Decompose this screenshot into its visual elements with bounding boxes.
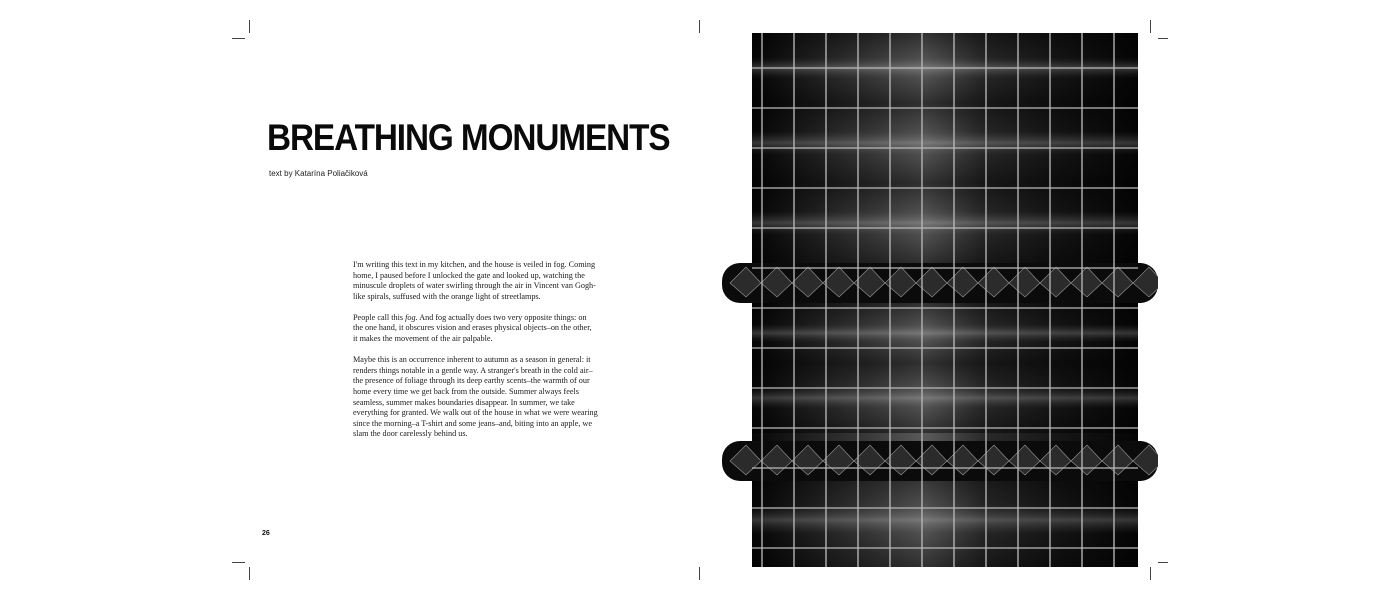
article-byline: text by Katarína Poliačiková [269,169,368,178]
paragraph-3: Maybe this is an occurrence inherent to autumn as a season in general: it renders things notable in a gentle way. A stranger's breath in the cold air–the presence of foliage through its deep earthy scents–the warmth of our home every time we get back from the outside. Summer always feels seamless, summer makes boundaries disappear. In summer, we take everything for granted. We walk out of the house in what we were wearing since the morning–a T-shirt and some jeans–and, biting into an apple, we slam the door carelessly behind us. [353,355,598,439]
paragraph-1: I'm writing this text in my kitchen, and the house is veiled in fog. Coming home, I paused before I unlocked the gate and looked up, watching the minuscule droplets of water swirling through the air in Vincent van Gogh-like spirals, suffused with the orange light of streetlamps. [353,260,596,301]
highlight-band [752,363,1138,433]
article-body [353,260,598,450]
crop-mark [232,562,245,563]
highlight-band [752,303,1138,363]
crop-mark [699,20,700,33]
article-title: BREATHING MONUMENTS [267,117,670,158]
crop-mark [699,567,700,580]
paragraph-2-italic: fog [405,312,416,322]
highlight-band [752,473,1138,567]
highlight-band [752,183,1138,263]
crop-mark [249,567,250,580]
page-number: 26 [262,530,270,537]
crop-mark [1150,567,1151,580]
frill-ring [722,263,1158,303]
crop-mark [1150,20,1151,33]
paragraph-2-start: People call this [353,312,406,322]
frill-ring [722,441,1158,481]
crop-mark [232,38,245,39]
highlight-band [752,103,1138,183]
paragraph-2 [353,313,598,345]
crop-mark [249,20,250,33]
sculpture-photo [700,33,1158,567]
paragraph-2-end: . And fog actually does two very opposite things: on the one hand, it obscures vision and erases physical objects–on the other, it makes the movement of the air palpable. [353,312,592,344]
